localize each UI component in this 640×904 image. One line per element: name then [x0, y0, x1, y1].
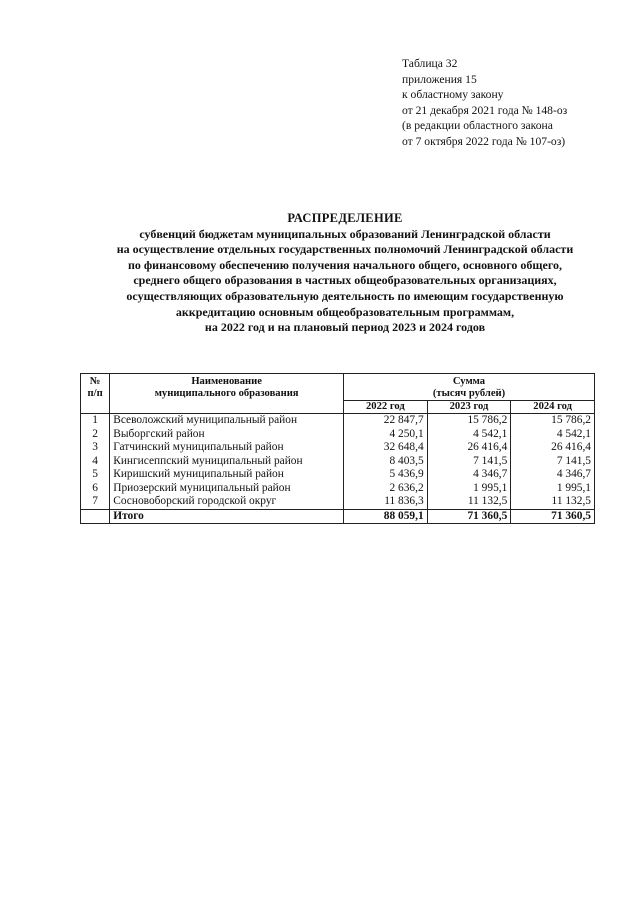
- row-name: Гатчинский муниципальный район: [110, 441, 344, 455]
- row-num: 3: [81, 441, 110, 455]
- row-value-2024: 15 786,2: [511, 414, 595, 428]
- row-value-2023: 4 346,7: [427, 468, 511, 482]
- table-row: [81, 428, 595, 442]
- row-value-2022: 32 648,4: [344, 441, 428, 455]
- row-name: Приозерский муниципальный район: [110, 482, 344, 496]
- law-date: от 21 декабря 2021 года № 148-оз: [402, 103, 568, 117]
- row-num: 5: [81, 468, 110, 482]
- row-value-2023: 15 786,2: [427, 414, 511, 428]
- revision-note: (в редакции областного закона: [402, 119, 553, 133]
- row-value-2022: 22 847,7: [344, 414, 428, 428]
- row-value-2022: 8 403,5: [344, 455, 428, 469]
- row-name: Киришский муниципальный район: [110, 468, 344, 482]
- header-num-line2: п/п: [87, 387, 103, 399]
- document-header: [402, 56, 567, 150]
- table-row: [81, 468, 595, 482]
- title-line: на 2022 год и на плановый период 2023 и 2024 годов: [204, 320, 486, 335]
- row-num: 6: [81, 482, 110, 496]
- header-name-line2: муниципального образования: [154, 387, 299, 399]
- total-label: Итого: [110, 509, 344, 523]
- row-value-2023: 7 141,5: [427, 455, 511, 469]
- title-line: по финансовому обеспечению получения начального общего, основного общего,: [127, 257, 563, 272]
- document-title: [60, 211, 630, 336]
- row-value-2023: 1 995,1: [427, 482, 511, 496]
- table-row: [81, 455, 595, 469]
- row-num: 2: [81, 428, 110, 442]
- title-line: на осуществление отдельных государственных полномочий Ленинградской области: [116, 242, 574, 257]
- appendix-number: приложения 15: [402, 72, 477, 86]
- total-value-2024: 71 360,5: [511, 509, 595, 523]
- table-row: [81, 441, 595, 455]
- total-row: [81, 509, 595, 523]
- revision-date: от 7 октября 2022 года № 107-оз): [402, 134, 566, 148]
- header-year-2023: 2023 год: [427, 401, 511, 414]
- row-value-2023: 26 416,4: [427, 441, 511, 455]
- total-num-cell: [81, 509, 110, 523]
- row-name: Всеволожский муниципальный район: [110, 414, 344, 428]
- row-value-2024: 1 995,1: [511, 482, 595, 496]
- table-row: [81, 482, 595, 496]
- table-number: Таблица 32: [402, 57, 458, 70]
- table-row: [81, 495, 595, 509]
- row-value-2023: 4 542,1: [427, 428, 511, 442]
- title-heading: РАСПРЕДЕЛЕНИЕ: [287, 211, 403, 225]
- header-num-line1: №: [89, 376, 101, 387]
- title-line: субвенций бюджетам муниципальных образований Ленинградской области: [139, 226, 551, 241]
- header-year-2022: 2022 год: [344, 401, 428, 414]
- row-value-2022: 5 436,9: [344, 468, 428, 482]
- header-sum: [344, 374, 595, 401]
- title-line: среднего общего образования в частных общеобразовательных организациях,: [133, 273, 557, 288]
- total-value-2023: 71 360,5: [427, 509, 511, 523]
- total-value-2022: 88 059,1: [344, 509, 428, 523]
- row-value-2024: 4 542,1: [511, 428, 595, 442]
- law-reference: к областному закону: [402, 88, 504, 102]
- row-num: 7: [81, 495, 110, 509]
- title-line: аккредитацию основным общеобразовательным программам,: [175, 304, 515, 319]
- row-value-2024: 26 416,4: [511, 441, 595, 455]
- header-num: [81, 374, 110, 414]
- header-sum-line1: Сумма: [452, 376, 486, 387]
- distribution-table: [80, 373, 595, 524]
- row-name: Кингисеппский муниципальный район: [110, 455, 344, 469]
- table-row: [81, 414, 595, 428]
- row-num: 1: [81, 414, 110, 428]
- header-name: [110, 374, 344, 414]
- row-num: 4: [81, 455, 110, 469]
- row-name: Выборгский район: [110, 428, 344, 442]
- header-year-2024: 2024 год: [511, 401, 595, 414]
- row-value-2022: 4 250,1: [344, 428, 428, 442]
- title-line: осуществляющих образовательную деятельность по имеющим государственную: [126, 288, 564, 303]
- row-value-2024: 4 346,7: [511, 468, 595, 482]
- header-sum-line2: (тысяч рублей): [432, 387, 506, 399]
- row-name: Сосновоборский городской округ: [110, 495, 344, 509]
- header-name-line1: Наименование: [191, 376, 262, 387]
- row-value-2024: 11 132,5: [511, 495, 595, 509]
- row-value-2023: 11 132,5: [427, 495, 511, 509]
- row-value-2022: 11 836,3: [344, 495, 428, 509]
- row-value-2022: 2 636,2: [344, 482, 428, 496]
- row-value-2024: 7 141,5: [511, 455, 595, 469]
